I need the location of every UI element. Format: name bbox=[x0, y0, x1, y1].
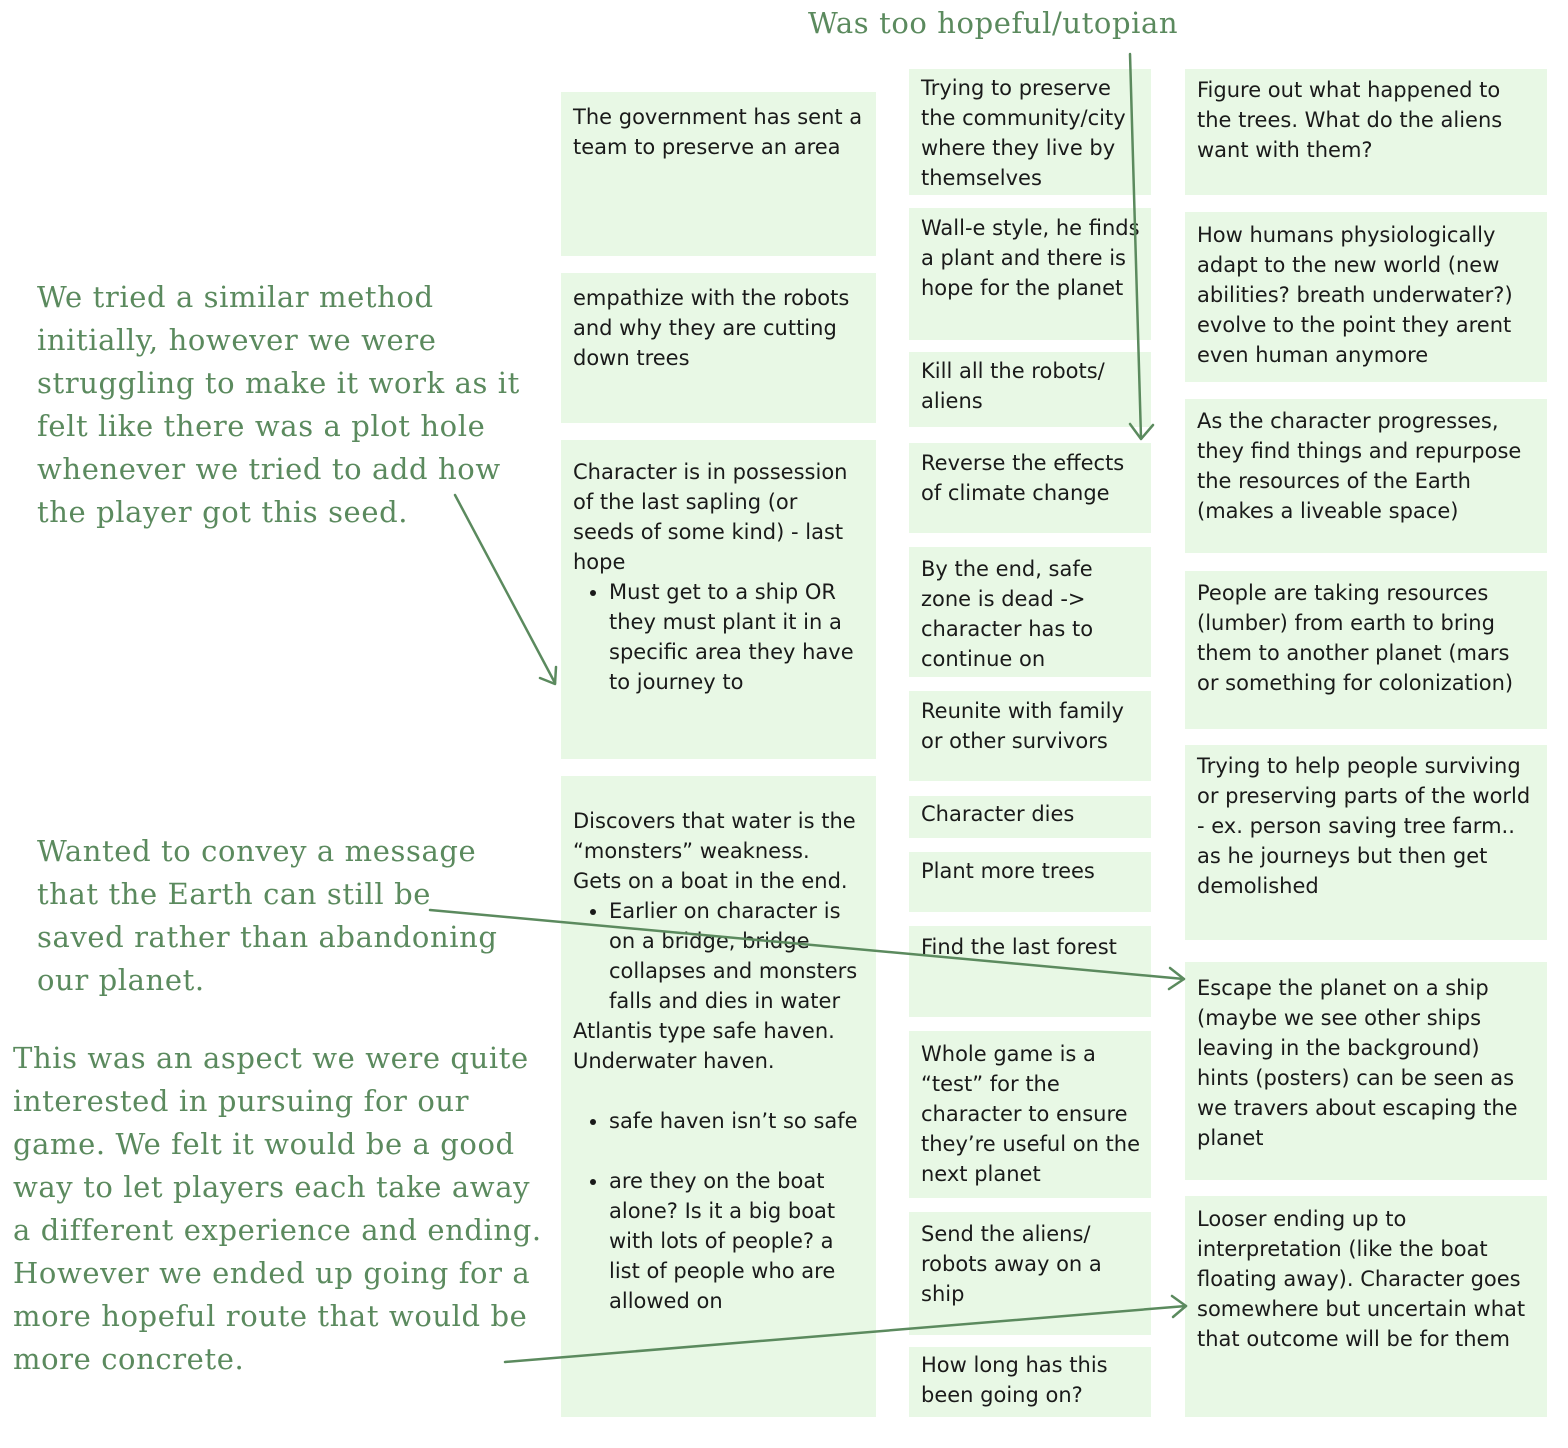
note-text: Escape the planet on a ship (maybe we see other ships leaving in the background) hints (posters) can be seen as we travers about escaping the planet bbox=[1197, 976, 1518, 1150]
note-kill-robots[interactable] bbox=[909, 352, 1151, 427]
bullet-list bbox=[573, 896, 864, 1016]
note-preserve-community[interactable] bbox=[909, 69, 1151, 195]
note-government-team[interactable] bbox=[561, 92, 876, 256]
note-text: Trying to help people surviving or preserving parts of the world - ex. person saving tree farm.. as he journeys but then get demolished bbox=[1197, 754, 1531, 898]
note-text: Whole game is a “test” for the character to ensure they’re useful on the next planet bbox=[921, 1042, 1141, 1186]
bullet-list bbox=[573, 1166, 864, 1316]
annotation-seed: We tried a similar method initially, however we were struggling to make it work as it felt like there was a plot hole whenever we tried to add how the player got this seed. bbox=[37, 280, 520, 529]
note-text: The government has sent a team to preserve an area bbox=[573, 105, 863, 159]
bullet-item: • safe haven isn’t so safe bbox=[609, 1106, 864, 1136]
note-figure-out-trees[interactable] bbox=[1185, 69, 1547, 195]
annotation-too-hopeful: Was too hopeful/utopian bbox=[808, 6, 1179, 40]
note-text: Figure out what happened to the trees. What do the aliens want with them? bbox=[1197, 78, 1503, 162]
annotation-message: Wanted to convey a message that the Earth can still be saved rather than abandoning our planet. bbox=[37, 834, 498, 997]
note-text: Looser ending up to interpretation (like the boat floating away). Character goes somewhere but uncertain what that outcome will be for them bbox=[1197, 1207, 1526, 1351]
bullet-item: • Earlier on character is on a bridge, bridge collapses and monsters falls and dies in water bbox=[609, 896, 864, 1016]
note-last-sapling[interactable] bbox=[561, 440, 876, 759]
note-text: Character dies bbox=[921, 802, 1075, 826]
note-water-weakness[interactable] bbox=[561, 776, 876, 1417]
bullet-item: • Must get to a ship OR they must plant it in a specific area they have to journey to bbox=[609, 577, 864, 697]
note-text: Find the last forest bbox=[921, 935, 1117, 959]
note-text: How long has this been going on? bbox=[921, 1353, 1108, 1407]
annotation-aspect: This was an aspect we were quite interested in pursuing for our game. We felt it would be a good way to let players each take away a different experience and ending. However we ended up going for a more hopeful route that would be more concrete. bbox=[13, 1041, 542, 1376]
note-send-aliens[interactable] bbox=[909, 1212, 1151, 1335]
note-text: Wall-e style, he finds a plant and there is hope for the planet bbox=[921, 216, 1140, 300]
note-how-long[interactable] bbox=[909, 1347, 1151, 1417]
note-walle-style[interactable] bbox=[909, 208, 1151, 340]
note-text: Atlantis type safe haven. Underwater haven. bbox=[573, 1019, 835, 1073]
note-looser-ending[interactable] bbox=[1185, 1196, 1547, 1417]
note-escape-planet[interactable] bbox=[1185, 962, 1547, 1180]
note-character-dies[interactable] bbox=[909, 796, 1151, 838]
note-plant-trees[interactable] bbox=[909, 852, 1151, 912]
bullet-item: • are they on the boat alone? Is it a big boat with lots of people? a list of people who are allowed on bbox=[609, 1166, 864, 1316]
note-text: Discovers that water is the “monsters” weakness. Gets on a boat in the end. bbox=[573, 809, 856, 893]
note-text: Character is in possession of the last sapling (or seeds of some kind) - last hope bbox=[573, 460, 848, 574]
note-text: Trying to preserve the community/city where they live by themselves bbox=[921, 76, 1126, 190]
note-text: How humans physiologically adapt to the new world (new abilities? breath underwater?) evolve to the point they arent even human anymore bbox=[1197, 223, 1513, 367]
bullet-list bbox=[573, 577, 864, 697]
note-reverse-climate[interactable] bbox=[909, 443, 1151, 533]
note-reunite-family[interactable] bbox=[909, 691, 1151, 781]
note-taking-resources[interactable] bbox=[1185, 571, 1547, 729]
note-text: Reverse the effects of climate change bbox=[921, 451, 1125, 505]
note-text: People are taking resources (lumber) from earth to bring them to another planet (mars or something for colonization) bbox=[1197, 581, 1514, 695]
note-text: Kill all the robots/ aliens bbox=[921, 359, 1105, 413]
bullet-list bbox=[573, 1106, 864, 1136]
note-text: Send the aliens/ robots away on a ship bbox=[921, 1222, 1102, 1306]
note-last-forest[interactable] bbox=[909, 926, 1151, 1017]
note-text: empathize with the robots and why they are cutting down trees bbox=[573, 286, 850, 370]
note-text: Reunite with family or other survivors bbox=[921, 699, 1124, 753]
note-safe-zone-dead[interactable] bbox=[909, 547, 1151, 677]
note-text: Plant more trees bbox=[921, 859, 1095, 883]
note-text: As the character progresses, they find things and repurpose the resources of the Earth (makes a liveable space) bbox=[1197, 409, 1522, 523]
note-empathize-robots[interactable] bbox=[561, 273, 876, 423]
note-help-people[interactable] bbox=[1185, 745, 1547, 940]
note-character-progresses[interactable] bbox=[1185, 399, 1547, 553]
note-text: By the end, safe zone is dead -> character has to continue on bbox=[921, 557, 1094, 671]
note-humans-adapt[interactable] bbox=[1185, 212, 1547, 382]
note-whole-game-test[interactable] bbox=[909, 1031, 1151, 1198]
